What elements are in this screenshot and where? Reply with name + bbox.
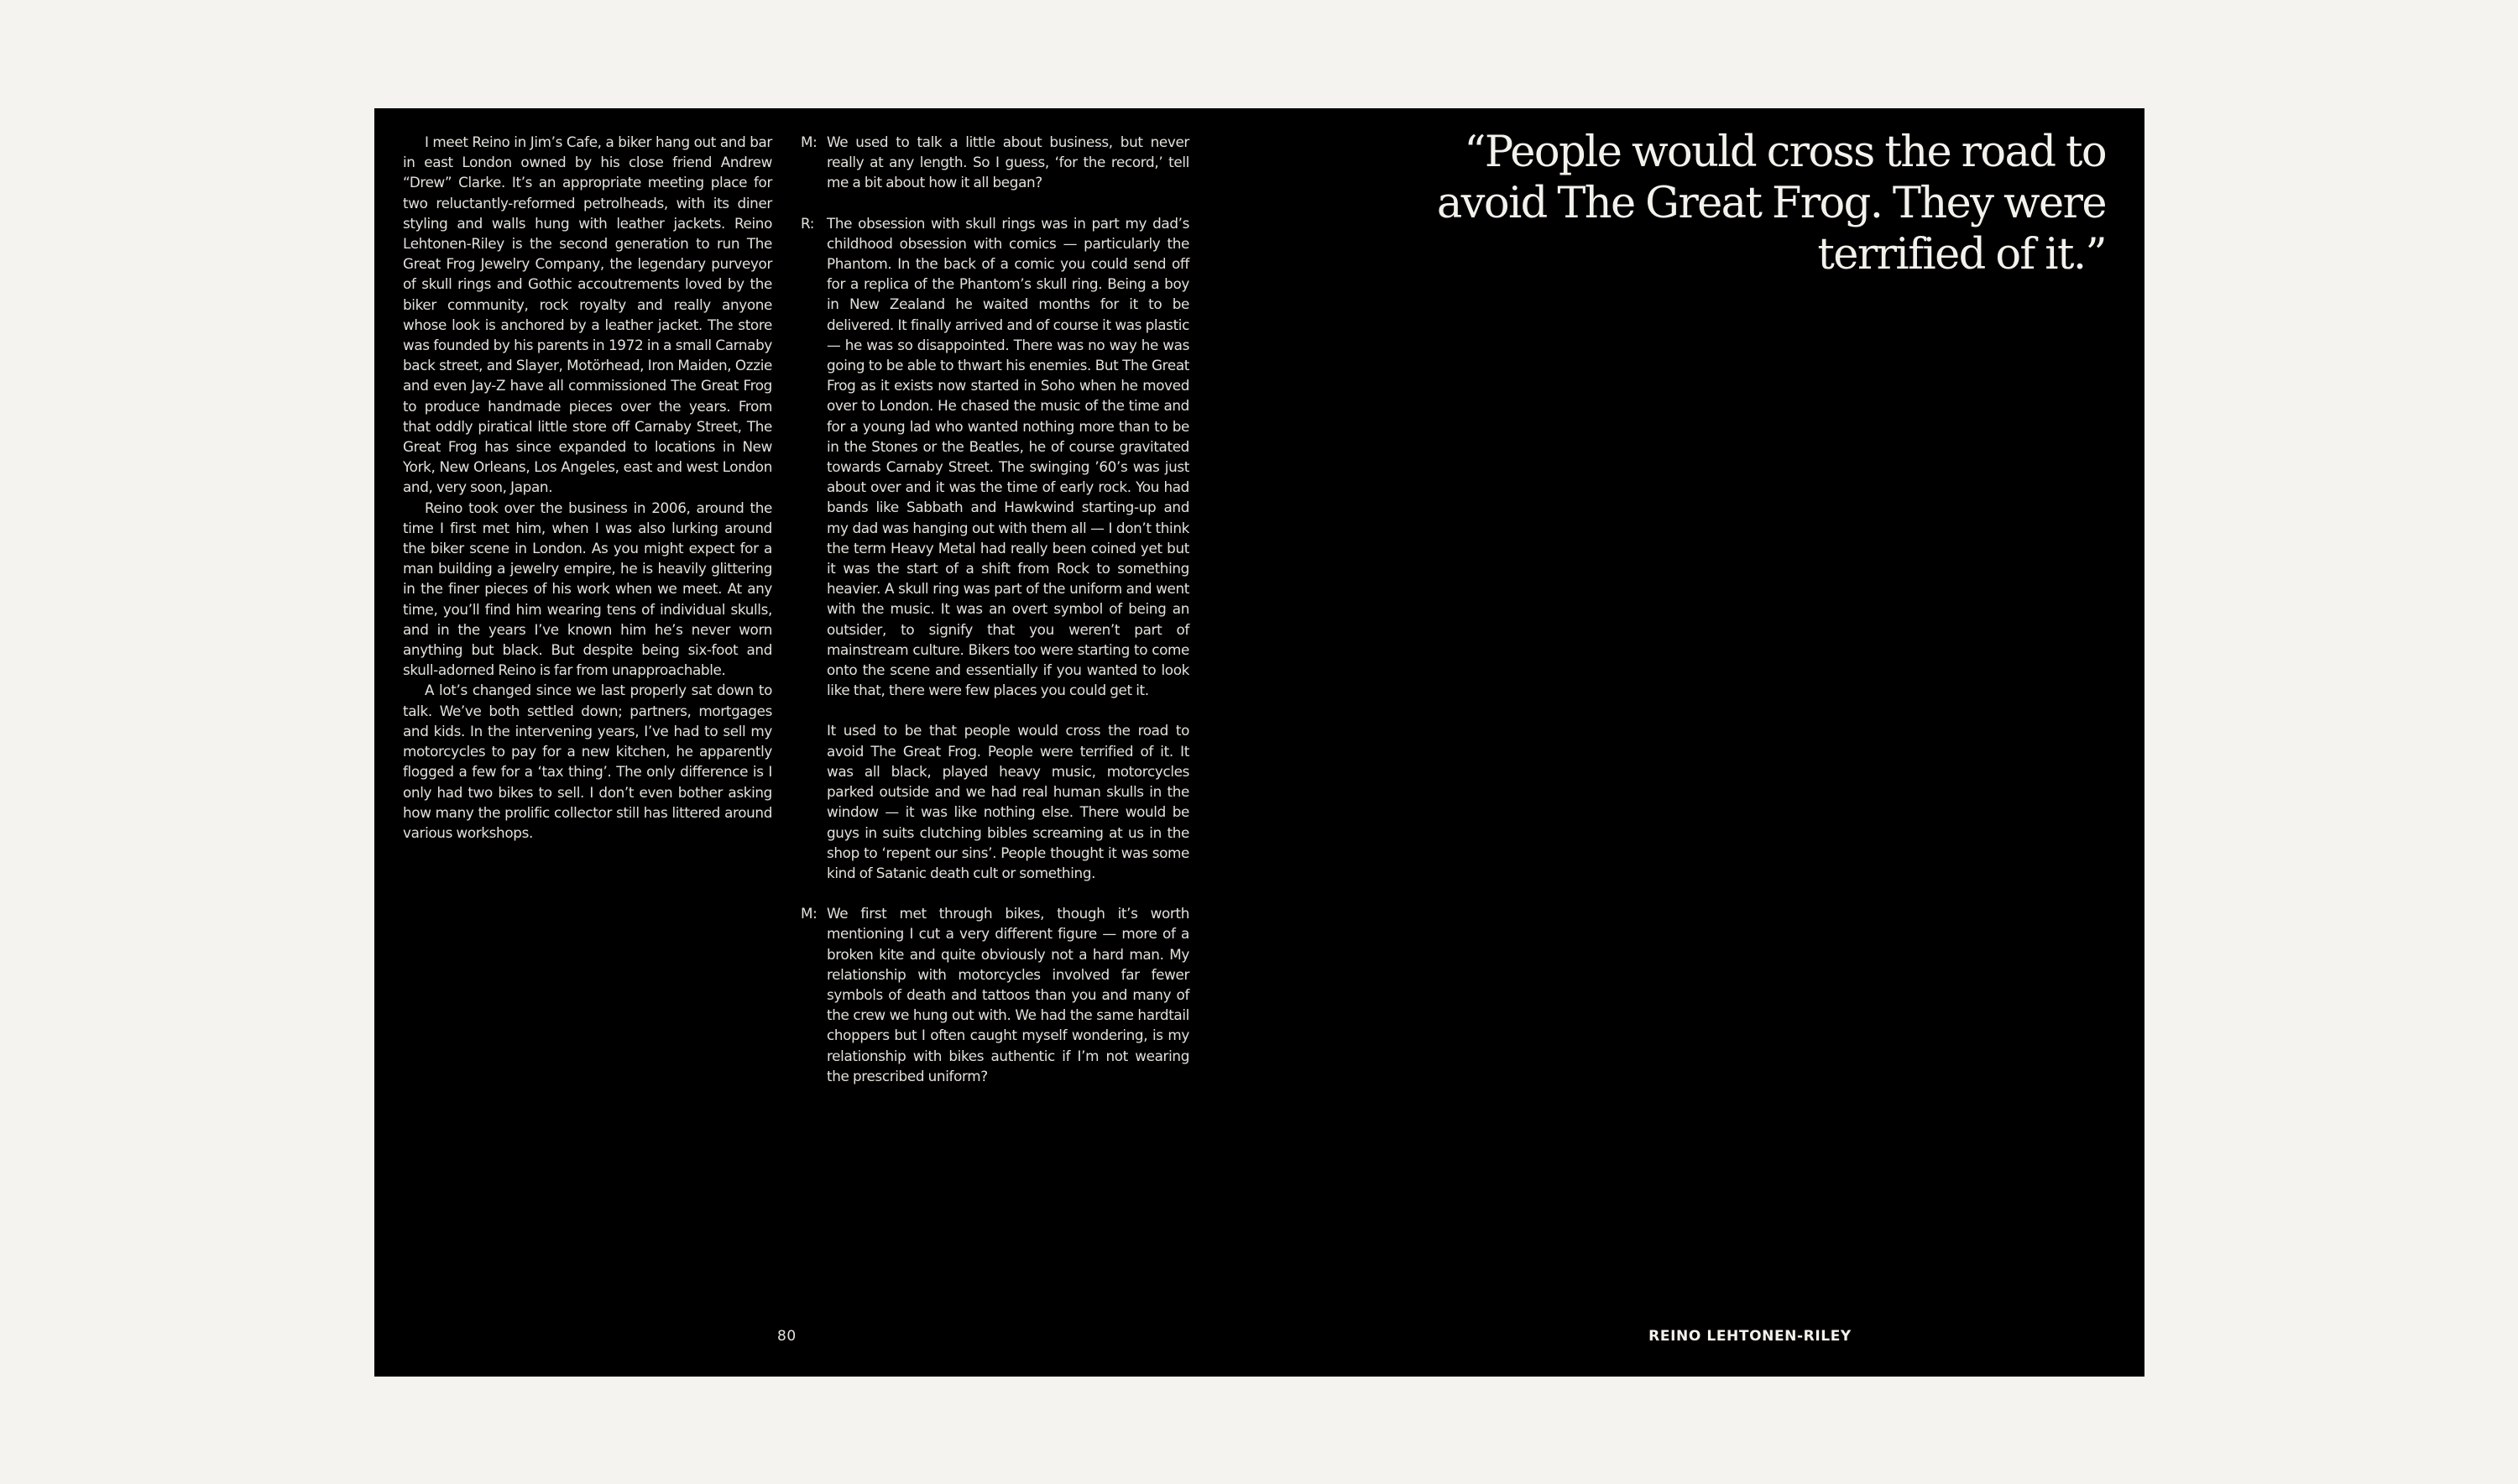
body-column-1 [403,132,772,843]
running-head: REINO LEHTONEN-RILEY [1648,1328,1852,1345]
interview-entry [802,720,1189,883]
body-paragraph: A lot’s changed since we last properly sat down to talk. We’ve both settled down; partners, mortgages and kids. In the intervening years, I’ve had to sell my motorcycles to pay for a new kitchen, he apparently flogged a few for a ‘tax thing’. The only difference is I only had two bikes to sell. I don’t even bother asking how many the prolific collector still has littered around various workshops. [403,682,772,841]
interview-text: It used to be that people would cross the road to avoid The Great Frog. People were terrified of it. It was all black, played heavy music, motorcycles parked outside and we had real human skulls in the window — it was like nothing else. There would be guys in suits clutching bibles screaming at us in the shop to ‘repent our sins’. People thought it was some kind of Satanic death cult or something. [827,722,1189,881]
speaker-label: R: [801,214,815,232]
pull-quote: “People would cross the road to avoid The Great Frog. They were terrified of it.” [1436,128,2106,280]
body-paragraph: Reino took over the business in 2006, around the time I first met him, when I was also lurking around the biker scene in London. As you might expect for a man building a jewelry empire, he is heavily glittering in the finer pieces of his work when we meet. At any time, you’ll find him wearing tens of individual skulls, and in the years I’ve known him he’s never worn anything but black. But despite being six-foot and skull-adorned Reino is far from unapproachable. [403,499,772,679]
speaker-label: M: [801,905,818,922]
speaker-label: M: [801,133,818,150]
right-page [1259,108,2144,1377]
interview-text: We used to talk a little about business, but never really at any length. So I guess, ‘for the record,’ tell me a bit about how it all began? [827,133,1189,191]
interview-text: The obsession with skull rings was in part my dad’s childhood obsession with comics — particularly the Phantom. In the back of a comic you could send off for a replica of the Phantom’s skull ring. Being a boy in New Zealand he waited months for it to be delivered. It finally arrived and of course it was plastic — he was so disappointed. There was no way he was going to be able to thwart his enemies. But The Great Frog as it exists now started in Soho when he moved over to London. He chased the music of the time and for a young lad who wanted nothing more than to be in the Stones or the Beatles, he of course gravitated towards Carnaby Street. The swinging ’60’s was just about over and it was the time of early rock. You had bands like Sabbath and Hawkwind starting-up and my dad was hanging out with them all — I don’t think the term Heavy Metal had really been coined yet but it was the start of a shift from Rock to something heavier. A skull ring was part of the uniform and went with the music. It was an overt symbol of being an outsider, to signify that you weren’t part of mainstream culture. Bikers too were starting to come onto the scene and essentially if you wanted to look like that, there were few places you could get it. [827,214,1189,699]
body-paragraph: I meet Reino in Jim’s Cafe, a biker hang out and bar in east London owned by his close friend Andrew “Drew” Clarke. It’s an appropriate meeting place for two reluctantly-reformed petrolheads, with its diner styling and walls hung with leather jackets. Reino Lehtonen-Riley is the second generation to run The Great Frog Jewelry Company, the legendary purveyor of skull rings and Gothic accoutrements loved by the biker community, rock royalty and really anyone whose look is anchored by a leather jacket. The store was founded by his parents in 1972 in a small Carnaby back street, and Slayer, Motörhead, Iron Maiden, Ozzie and even Jay-Z have all commissioned The Great Frog to produce handmade pieces over the years. From that oddly piratical little store off Carnaby Street, The Great Frog has since expanded to locations in New York, New Orleans, Los Angeles, east and west London and, very soon, Japan. [403,133,772,496]
interview-entry [802,213,1189,701]
interview-entry [802,903,1189,1086]
speaker-label [801,720,827,883]
interview-entry [802,132,1189,193]
body-column-2 [802,132,1189,1106]
page-number: 80 [777,1328,797,1345]
magazine-spread [374,108,2144,1377]
left-page [374,108,1259,1377]
interview-text: We first met through bikes, though it’s worth mentioning I cut a very different figure — more of a broken kite and quite obviously not a hard man. My relationship with motorcycles involved far fewer symbols of death and tattoos than you and many of the crew we hung out with. We had the same hardtail choppers but I often caught myself wondering, is my relationship with bikes authentic if I’m not wearing the prescribed uniform? [827,905,1189,1084]
